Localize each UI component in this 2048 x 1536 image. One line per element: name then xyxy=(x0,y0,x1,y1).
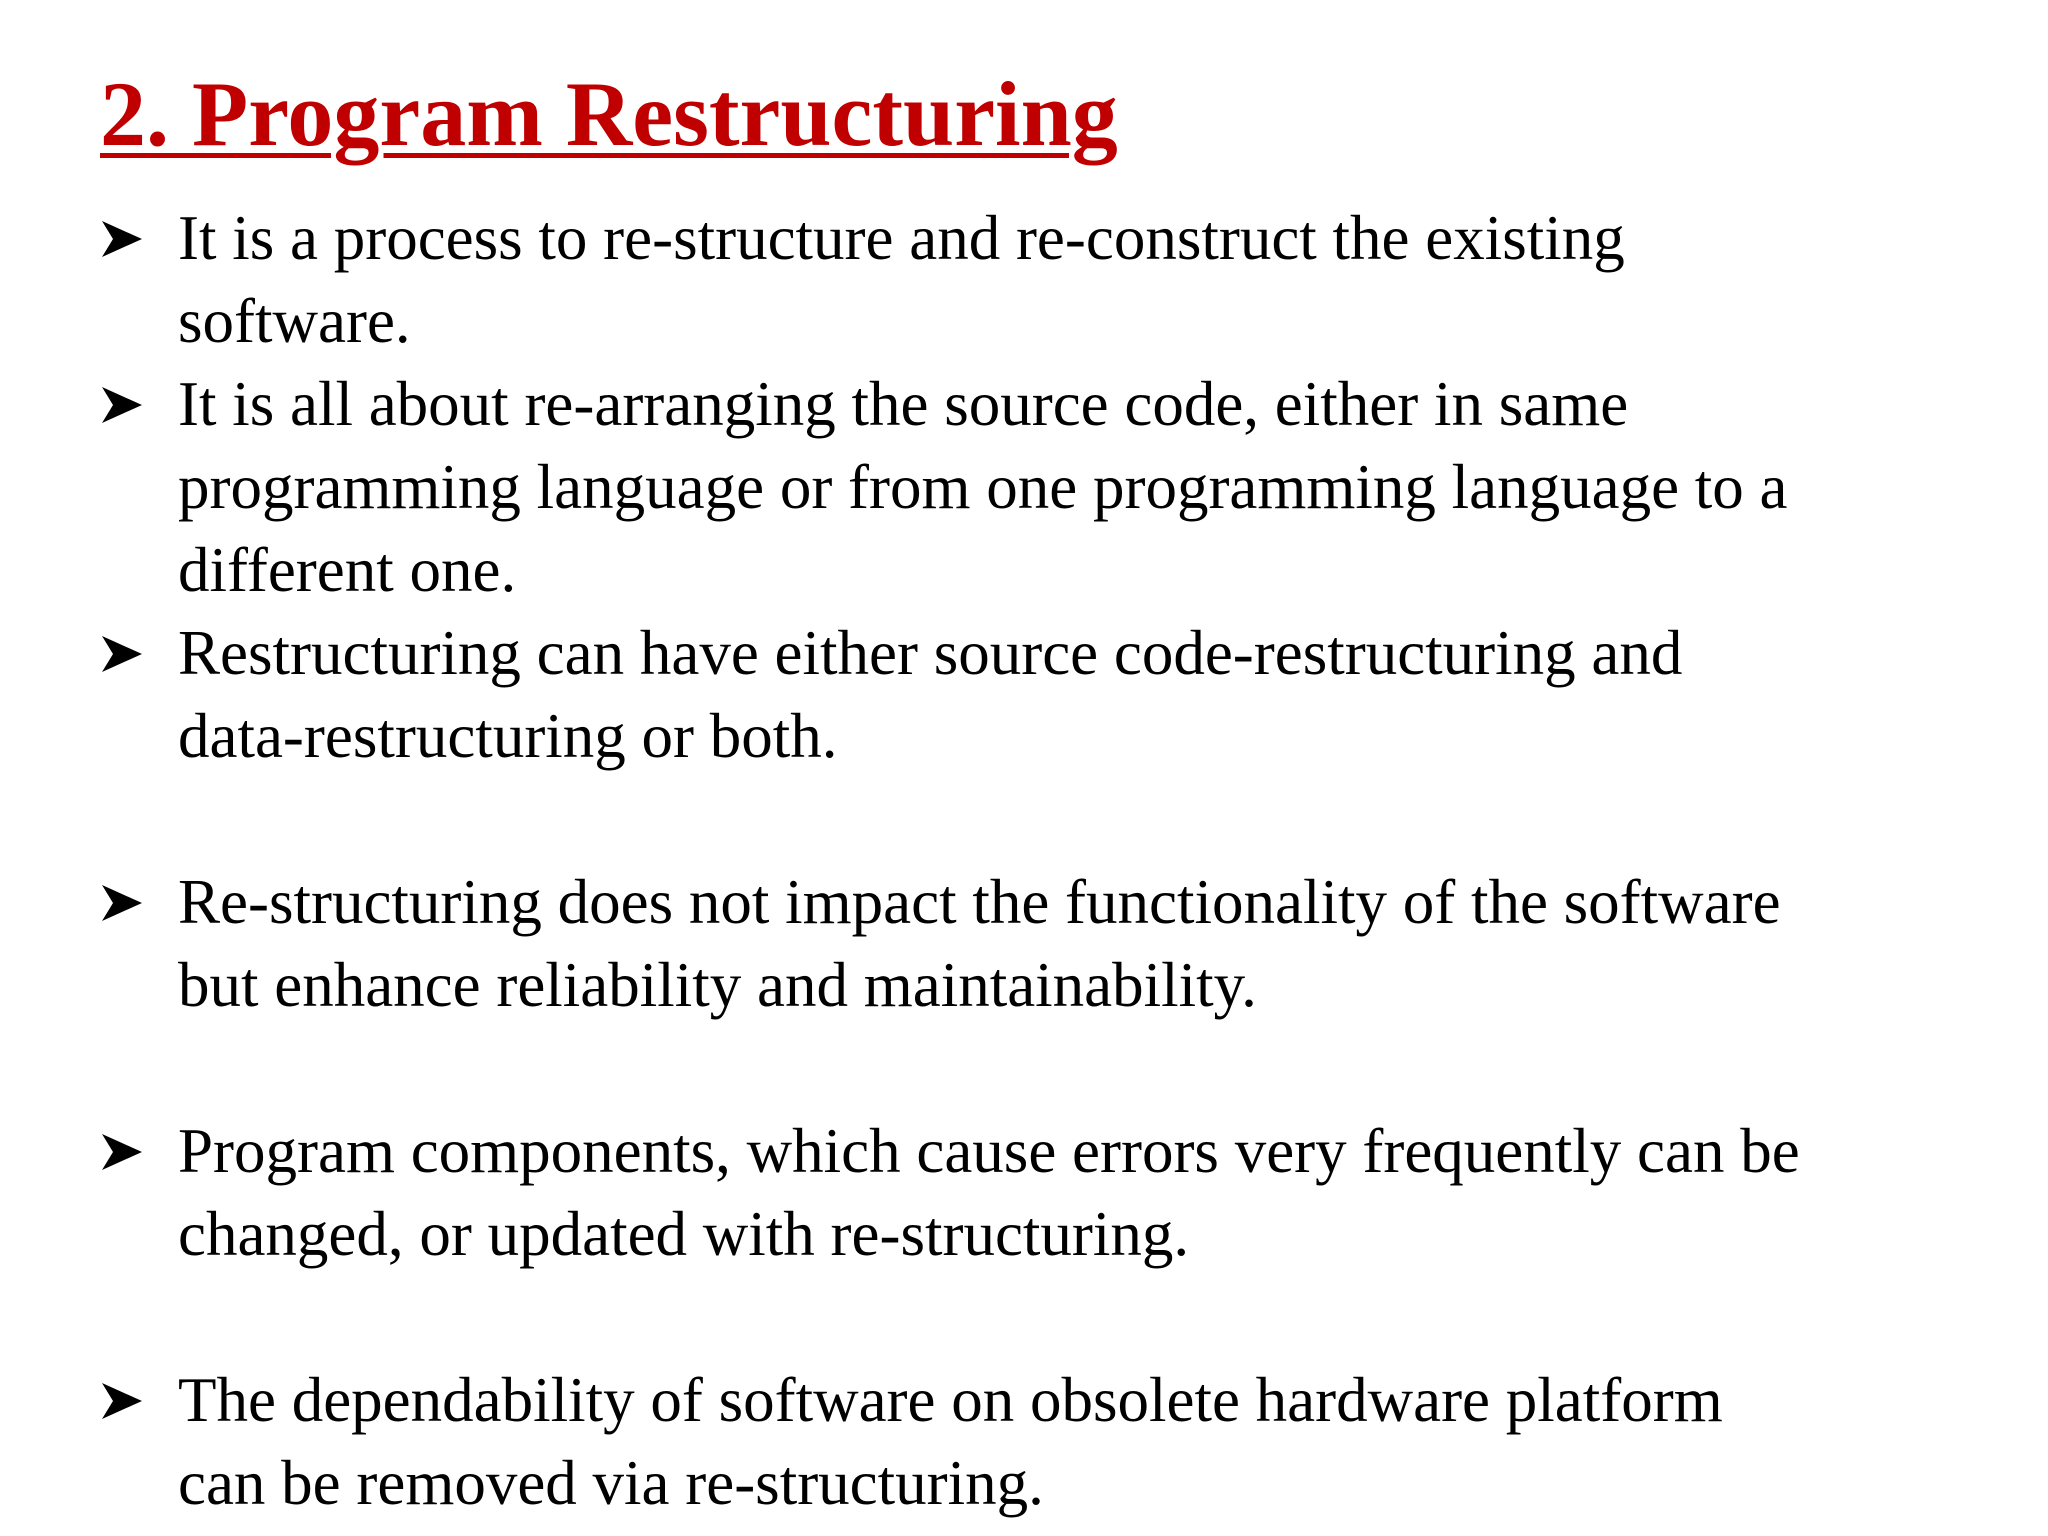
bullet-line: Restructuring can have either source code-restructuring and xyxy=(178,618,1683,688)
bullet-text xyxy=(178,612,1980,778)
bullet-line: It is a process to re-structure and re-construct the existing xyxy=(178,203,1625,273)
bullet-text xyxy=(178,861,1980,1027)
bullet-line: It is all about re-arranging the source code, either in same xyxy=(178,369,1629,439)
arrowhead-bullet-icon xyxy=(100,1359,178,1442)
bullet-line: programming language or from one programming language to a xyxy=(178,452,1788,522)
bullet-text xyxy=(178,1110,1980,1276)
bullet-item xyxy=(100,1359,1980,1525)
bullet-line: Program components, which cause errors very frequently can be xyxy=(178,1116,1800,1186)
arrowhead-bullet-icon xyxy=(100,861,178,944)
arrowhead-bullet-icon xyxy=(100,197,178,280)
bullet-item xyxy=(100,363,1980,612)
bullet-item xyxy=(100,1110,1980,1276)
bullet-item xyxy=(100,861,1980,1027)
arrowhead-bullet-icon xyxy=(100,363,178,446)
bullet-line: Re-structuring does not impact the functionality of the software xyxy=(178,867,1781,937)
bullet-text xyxy=(178,363,1980,612)
bullet-line: but enhance reliability and maintainability. xyxy=(178,950,1257,1020)
bullet-line: can be removed via re-structuring. xyxy=(178,1448,1044,1518)
bullet-line: different one. xyxy=(178,535,517,605)
bullet-line: data-restructuring or both. xyxy=(178,701,838,771)
bullet-text xyxy=(178,197,1980,363)
arrowhead-bullet-icon xyxy=(100,612,178,695)
bullet-text xyxy=(178,1359,1980,1525)
bullet-item xyxy=(100,197,1980,363)
bullet-item xyxy=(100,612,1980,778)
bullet-line: The dependability of software on obsolete hardware platform xyxy=(178,1365,1723,1435)
arrowhead-bullet-icon xyxy=(100,1110,178,1193)
bullet-line: software. xyxy=(178,286,411,356)
slide-title: 2. Program Restructuring xyxy=(100,63,1118,165)
bullet-line: changed, or updated with re-structuring. xyxy=(178,1199,1190,1269)
